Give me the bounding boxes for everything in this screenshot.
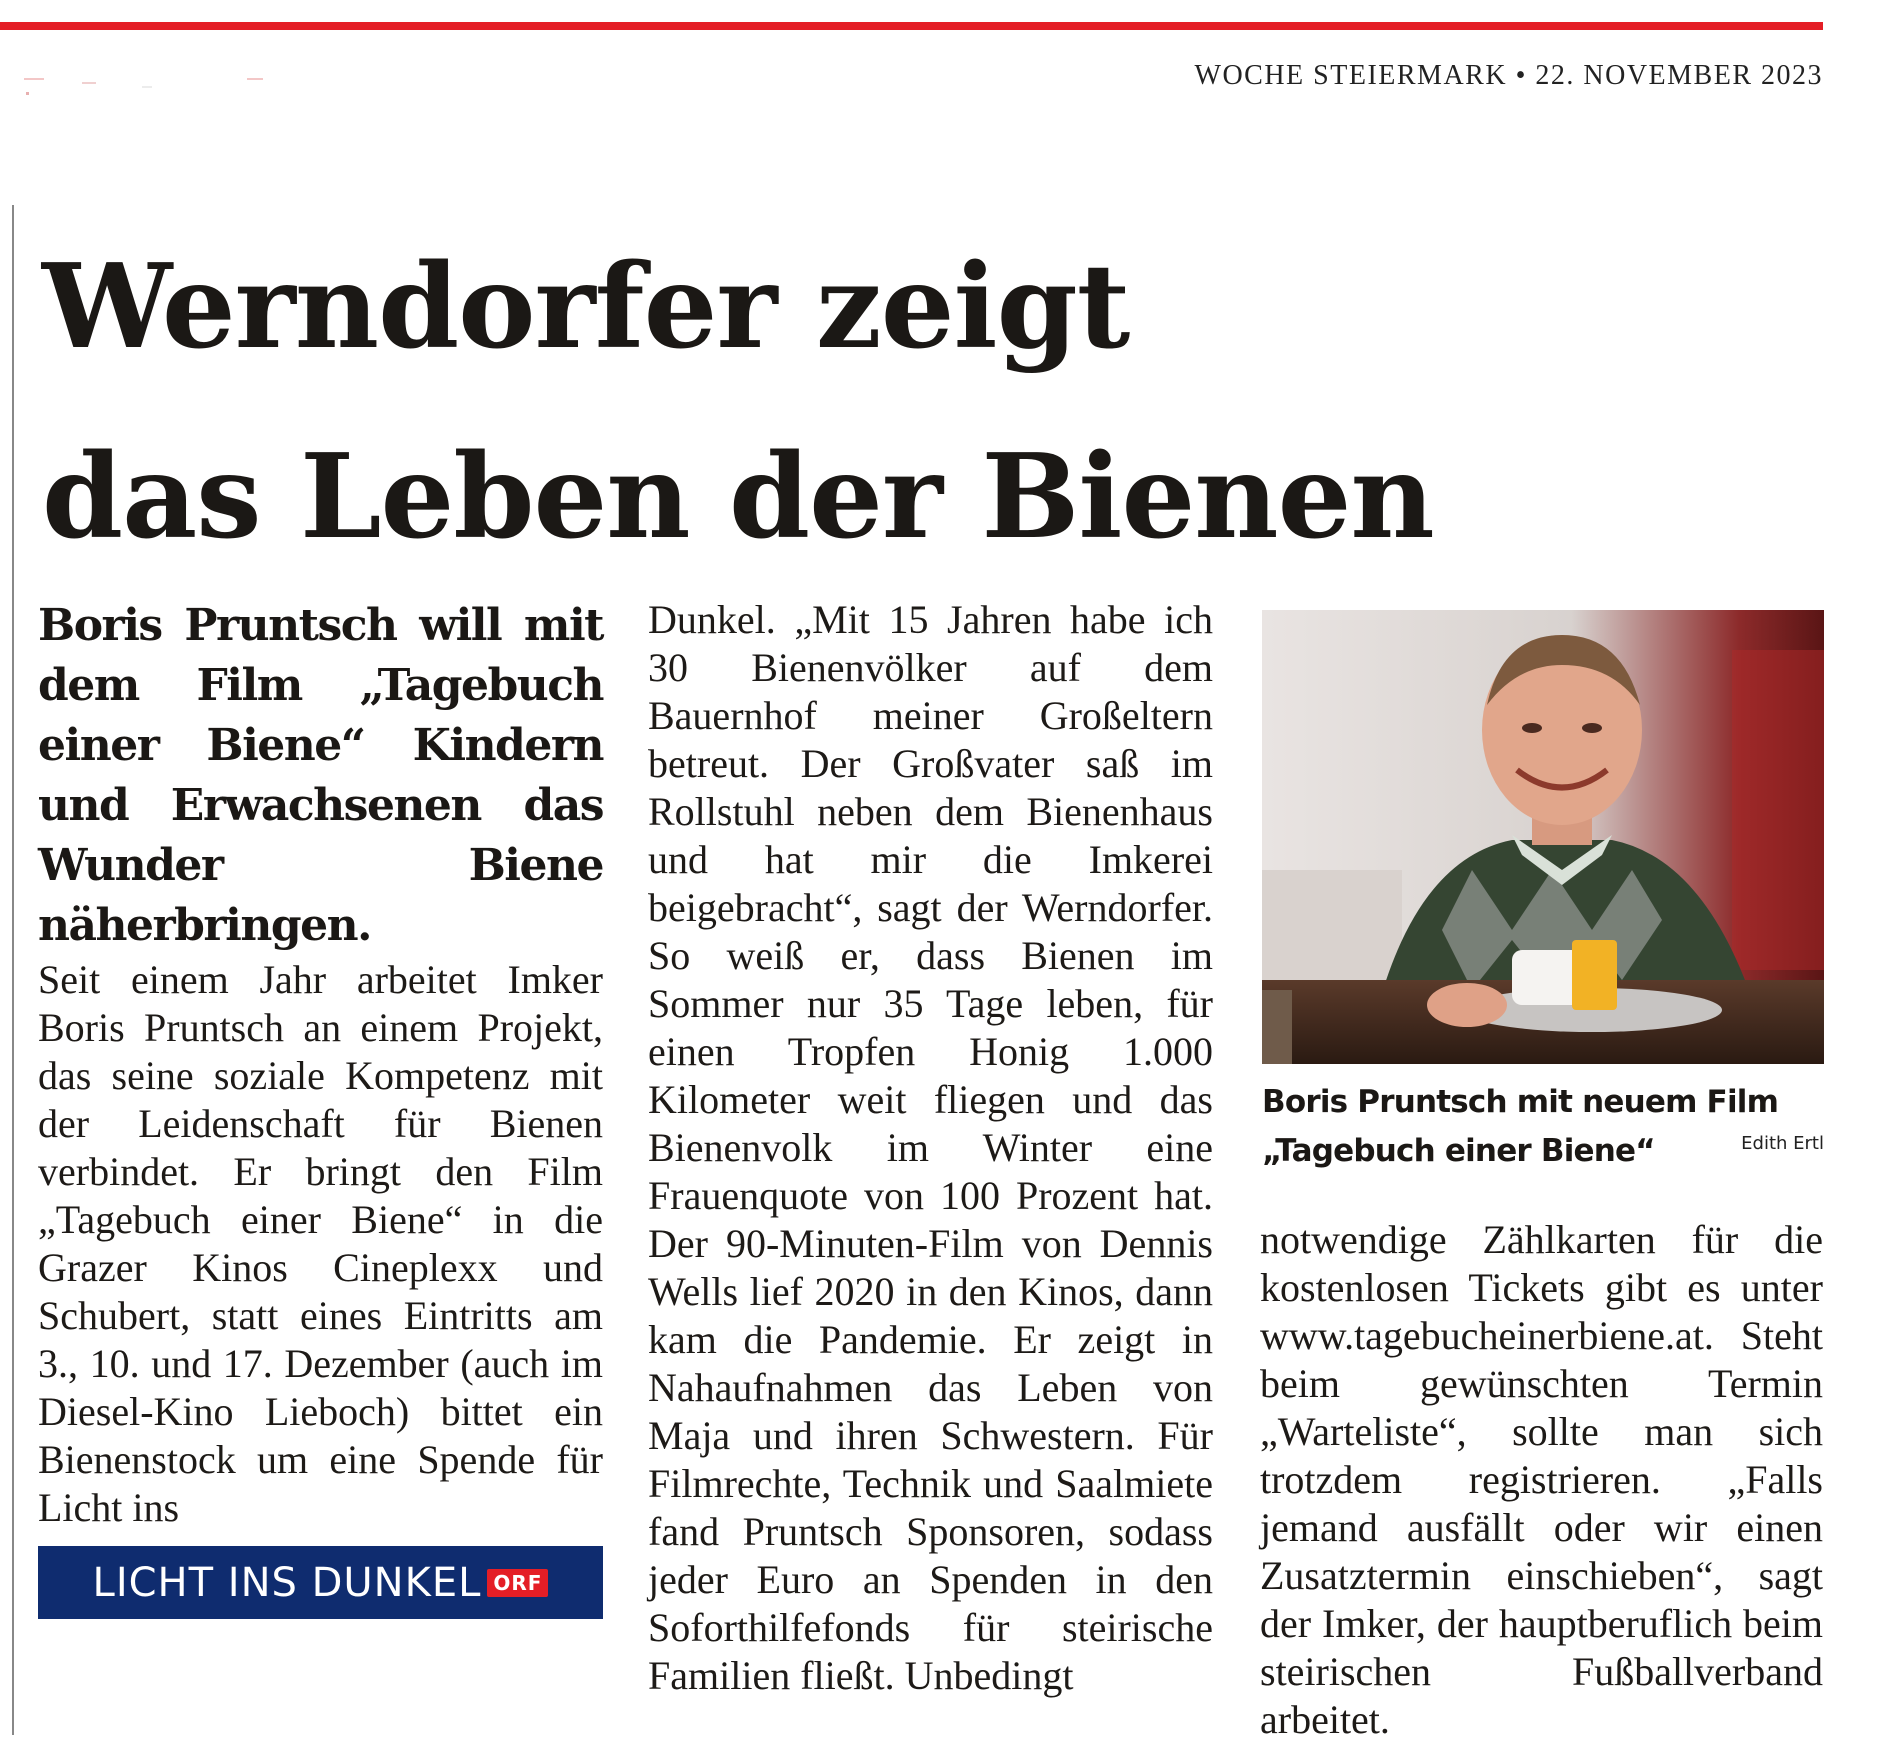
publication-date: 22. NOVEMBER 2023 [1535,60,1823,91]
column-1 [38,596,603,1532]
caption-line-1: Boris Pruntsch mit neuem Film [1262,1084,1779,1120]
scan-specks [22,72,322,102]
headline-line-1: Werndorfer zeigt [42,239,1130,375]
portrait-photo [1262,610,1824,1064]
caption-line-2: „Tagebuch einer Biene“ [1262,1133,1655,1169]
column-3 [1260,1216,1823,1744]
body-paragraph-1: Seit einem Jahr arbeitet Imker Boris Pruntsch an einem Projekt, das seine soziale Kompetenz mit der Leidenschaft für Bienen verbindet. Er bringt den Film „Tagebuch einer Biene“ in die Grazer Kinos Cineplexx und Schubert, statt eines Eintritts am 3., 10. und 17. Dezember (auch im Diesel-Kino Lieboch) bittet ein Bienenstock um eine Spende für Licht ins [38,957,603,1530]
column-rule [12,205,14,1735]
logo-text: LICHT INS DUNKEL [92,1559,482,1606]
headline-line-2: das Leben der Bienen [42,429,1434,565]
top-red-rule [0,22,1823,30]
body-paragraph-2: Dunkel. „Mit 15 Jahren habe ich 30 Bienenvölker auf dem Bauernhof meiner Großeltern betreut. Der Großvater saß im Rollstuhl neben dem Bienenhaus und hat mir die Imkerei beigebracht“, sagt der Werndorfer. So weiß er, dass Bienen im Sommer nur 35 Tage leben, für einen Tropfen Honig 1.000 Kilometer weit fliegen und das Bienenvolk im Winter eine Frauenquote von 100 Prozent hat. Der 90-Minuten-Film von Dennis Wells lief 2020 in den Kinos, dann kam die Pandemie. Er zeigt in Nahaufnahmen das Leben von Maja und ihren Schwestern. Für Filmrechte, Technik und Saalmiete fand Pruntsch Sponsoren, sodass jeder Euro an Spenden in den Soforthilfefonds für steirische Familien fließt. Unbedingt [648,597,1213,1698]
orf-badge: ORF [487,1569,548,1597]
publication-name: WOCHE STEIERMARK [1194,60,1508,91]
header-separator: • [1515,60,1527,91]
licht-ins-dunkel-logo [38,1546,603,1619]
body-paragraph-3: notwendige Zählkarten für die kostenlosen Tickets gibt es unter www.tagebucheinerbiene.at. Steht beim gewünschten Termin „Warteliste“, sollte man sich trotzdem registrieren. „Falls jemand ausfällt oder wir einen Zusatztermin einschieben“, sagt der Imker, der hauptberuflich beim steirischen Fußballverband arbeitet. [1260,1217,1823,1742]
photo-caption [1262,1078,1824,1176]
page-header [1195,60,1823,92]
column-2 [648,596,1213,1700]
lead-paragraph: Boris Pruntsch will mit dem Film „Tagebuch einer Biene“ Kindern und Erwachsenen das Wunder Biene näherbringen. [38,600,603,951]
photo-credit: Edith Ertl [1741,1133,1824,1154]
headline [42,212,1842,592]
